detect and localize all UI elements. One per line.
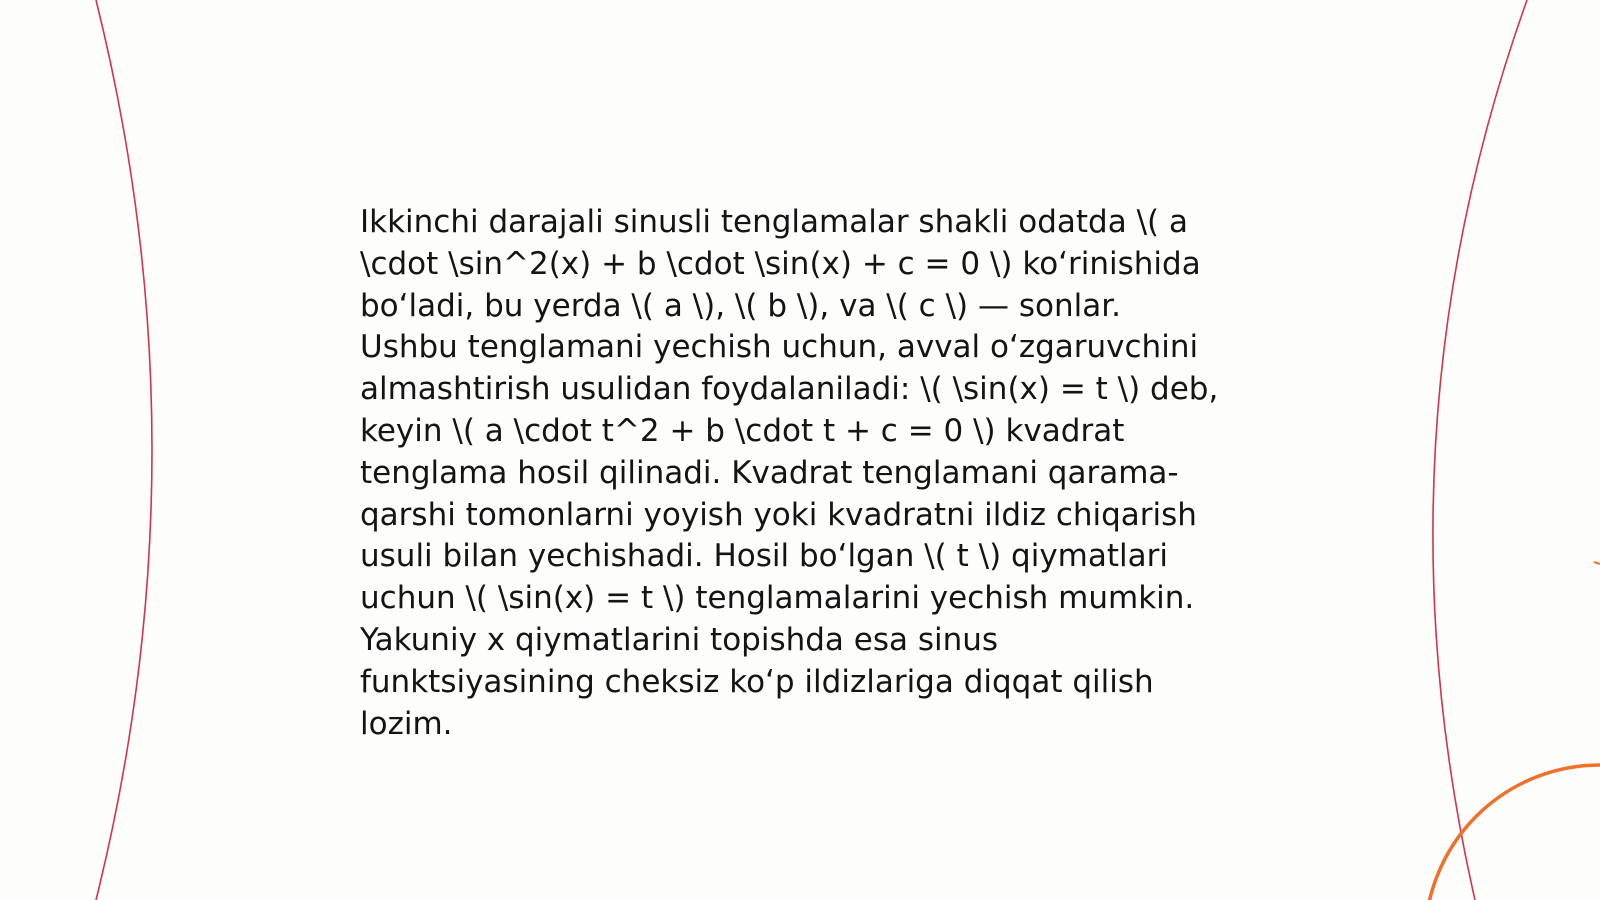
body-line-5: almashtirish usulidan foydalaniladi: \( \sin(x) = t \) deb, bbox=[360, 371, 1219, 408]
body-line-3: bo‘ladi, bu yerda \( a \), \( b \), va \( c \) — sonlar. bbox=[360, 287, 1121, 324]
right-curve-line bbox=[1433, 0, 1527, 900]
body-line-6: keyin \( a \cdot t^2 + b \cdot t + c = 0 \) kvadrat bbox=[360, 412, 1125, 449]
body-line-2: \cdot \sin^2(x) + b \cdot \sin(x) + c = 0 \) ko‘rinishida bbox=[360, 245, 1201, 282]
left-curve-line bbox=[96, 0, 152, 900]
body-line-9: usuli bilan yechishadi. Hosil bo‘lgan \( t \) qiymatlari bbox=[360, 538, 1168, 575]
body-line-8: qarshi tomonlarni yoyish yoki kvadratni ildiz chiqarish bbox=[360, 496, 1197, 533]
orange-tick-mark bbox=[1594, 562, 1600, 564]
body-line-12: funktsiyasining cheksiz ko‘p ildizlariga diqqat qilish bbox=[360, 663, 1154, 700]
body-line-1: Ikkinchi darajali sinusli tenglamalar shakli odatda \( a bbox=[360, 204, 1188, 240]
slide-body-text bbox=[360, 202, 1260, 745]
body-line-10: uchun \( \sin(x) = t \) tenglamalarini yechish mumkin. bbox=[360, 580, 1195, 617]
orange-arc bbox=[1425, 765, 1600, 900]
body-line-11: Yakuniy x qiymatlarini topishda esa sinus bbox=[360, 621, 999, 658]
body-line-13: lozim. bbox=[360, 705, 453, 742]
body-line-4: Ushbu tenglamani yechish uchun, avval o‘zgaruvchini bbox=[360, 329, 1199, 366]
body-line-7: tenglama hosil qilinadi. Kvadrat tenglamani qarama- bbox=[360, 454, 1179, 491]
